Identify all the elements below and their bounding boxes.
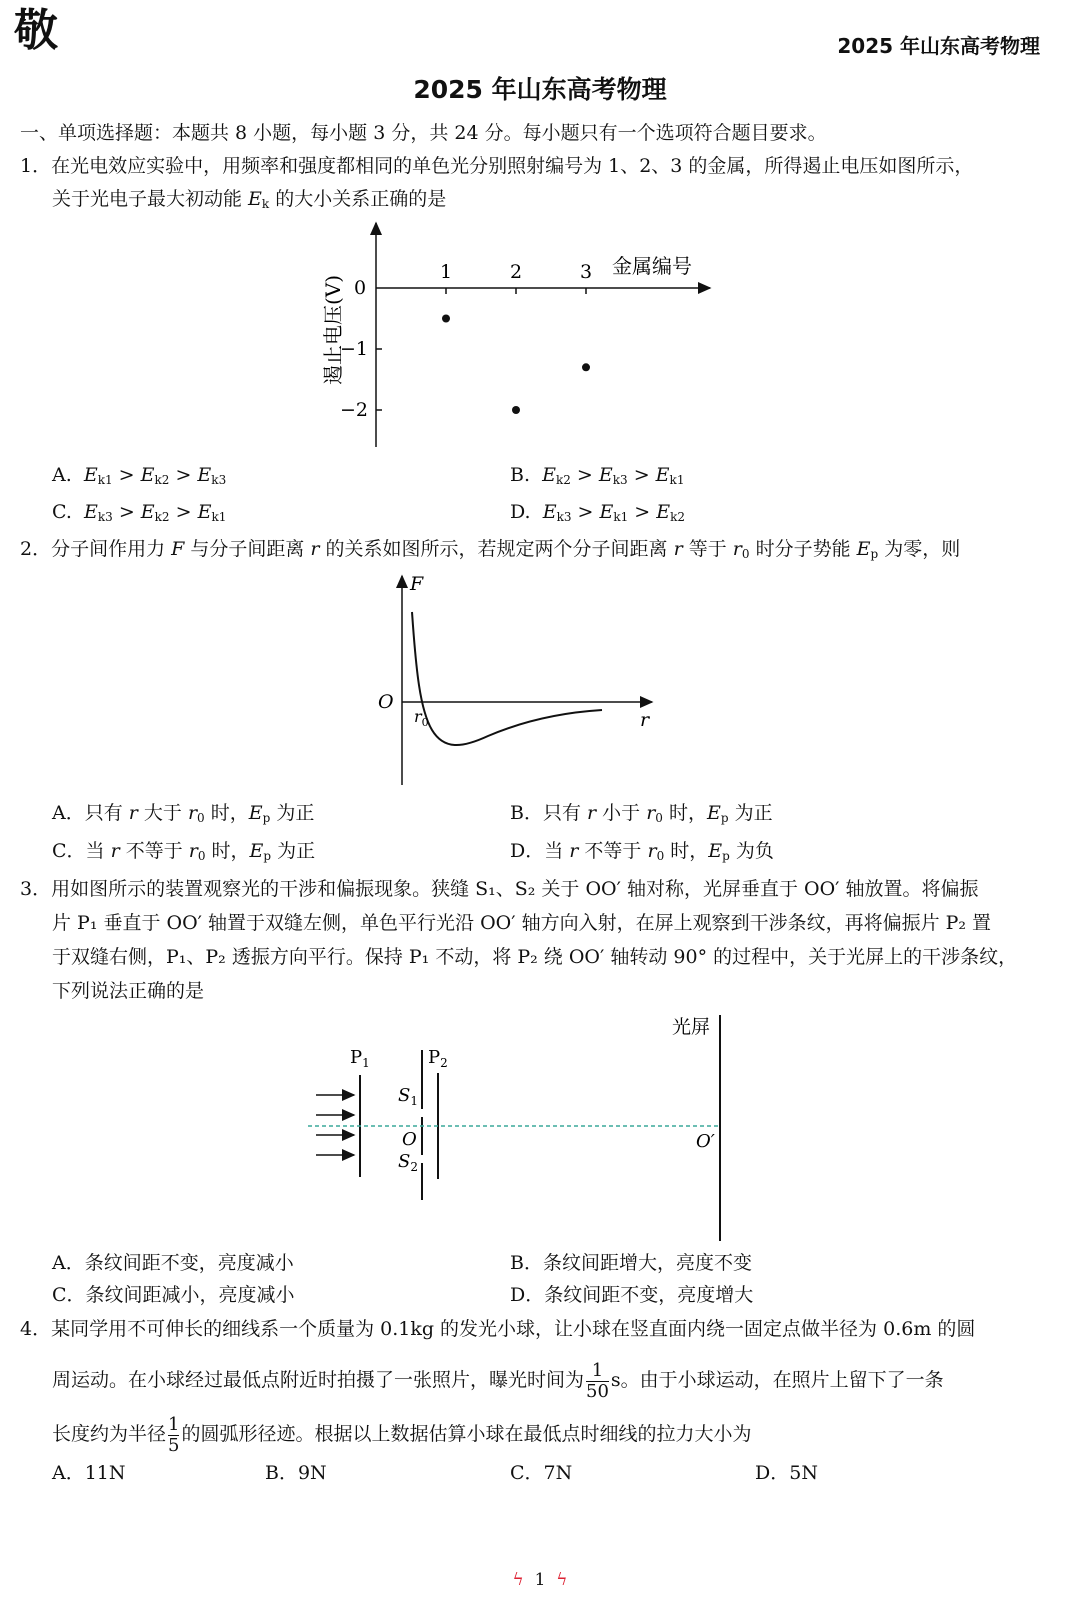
q1-option-a[interactable]: A. $E_{k1} > E_{k2} > E_{k3}$ <box>52 464 227 487</box>
q2-option-b[interactable]: B．只有 r 小于 $r_0$ 时，$E_p$ 为正 <box>510 802 773 825</box>
q4-option-b[interactable]: B．9N <box>265 1462 327 1484</box>
q2-option-a[interactable]: A．只有 r 大于 $r_0$ 时，$E_p$ 为正 <box>52 802 315 825</box>
q3-option-c[interactable]: C．条纹间距减小，亮度减小 <box>52 1284 295 1306</box>
q1-xlabel: 金属编号 <box>612 254 692 278</box>
q1-option-b[interactable]: B. $E_{k2} > E_{k3} > E_{k1}$ <box>510 464 685 487</box>
fraction-1-5: $\frac{1}{5}$ <box>168 1413 180 1456</box>
q2-option-d[interactable]: D．当 r 不等于 $r_0$ 时，$E_p$ 为负 <box>510 840 774 863</box>
p1-label: $P_1$ <box>350 1047 370 1070</box>
q1-x-tick-label: 2 <box>510 261 523 283</box>
q4-option-d[interactable]: D．5N <box>755 1462 818 1484</box>
header-right-title: 2025 年山东高考物理 <box>837 34 1040 58</box>
q3-option-b[interactable]: B．条纹间距增大，亮度不变 <box>510 1252 752 1274</box>
q1-line2: 关于光电子最大初动能 $E_k$ 的大小关系正确的是 <box>52 188 447 211</box>
q3-line1: 3．用如图所示的装置观察光的干涉和偏振现象。狭缝 S₁、S₂ 关于 OO′ 轴对称，光屏垂直于 OO′ 轴放置。将偏振 <box>20 878 979 900</box>
q1-line1: 1．在光电效应实验中，用频率和强度都相同的单色光分别照射编号为 1、2、3 的金属，所得遏止电压如图所示， <box>20 155 974 177</box>
q3-line4: 下列说法正确的是 <box>52 980 205 1002</box>
q1-ylabel: 遏止电压(V) <box>321 274 345 385</box>
o-label: O <box>402 1129 417 1150</box>
q3-apparatus-figure <box>300 1005 750 1245</box>
q1-option-d[interactable]: D. $E_{k3} > E_{k1} > E_{k2}$ <box>510 501 686 524</box>
q1-y-tick-label: 0 <box>354 277 367 299</box>
q1-data-point <box>442 315 450 323</box>
q2-force-curve <box>412 612 602 745</box>
q2-r0-label: $r_0$ <box>414 707 429 729</box>
q4-option-a[interactable]: A．11N <box>52 1462 126 1484</box>
q4-line2: 周运动。在小球经过最低点附近时拍摄了一张照片，曝光时间为 $\frac{1}{50}$ s。由于小球运动，在照片上留下了一条 <box>52 1359 944 1402</box>
q3-option-a[interactable]: A．条纹间距不变，亮度减小 <box>52 1252 294 1274</box>
s2-label: $S_2$ <box>398 1151 418 1174</box>
q2-y-label: F <box>410 573 424 595</box>
q4-line1: 4．某同学用不可伸长的细线系一个质量为 0.1kg 的发光小球，让小球在竖直面内绕一固定点做半径为 0.6m 的圆 <box>20 1318 976 1340</box>
footer-ornament-right-icon: ϟ <box>556 1570 568 1590</box>
q1-y-tick-label: −2 <box>340 399 369 421</box>
q3-line2: 片 P₁ 垂直于 OO′ 轴置于双缝左侧，单色平行光沿 OO′ 轴方向入射，在屏上观察到干涉条纹，再将偏振片 P₂ 置 <box>52 912 992 934</box>
q1-data-point <box>582 363 590 371</box>
section-heading: 一、单项选择题：本题共 8 小题，每小题 3 分，共 24 分。每小题只有一个选项符合题目要求。 <box>20 122 827 144</box>
q2-origin-label: O <box>378 691 394 713</box>
o-prime-label: O′ <box>696 1131 715 1152</box>
q2-force-graph <box>370 570 670 790</box>
q3-line3: 于双缝右侧，P₁、P₂ 透振方向平行。保持 P₁ 不动，将 P₂ 绕 OO′ 轴转动 90° 的过程中，关于光屏上的干涉条纹， <box>52 946 1018 968</box>
p2-label: $P_2$ <box>428 1047 448 1070</box>
q3-option-d[interactable]: D．条纹间距不变，亮度增大 <box>510 1284 754 1306</box>
q4-line3: 长度约为半径 $\frac{1}{5}$ 的圆弧形径迹。根据以上数据估算小球在最低点时细线的拉力大小为 <box>52 1413 752 1456</box>
page-number: 1 <box>534 1570 546 1590</box>
q1-chart <box>300 215 740 455</box>
q4-option-c[interactable]: C．7N <box>510 1462 573 1484</box>
page-title: 2025 年山东高考物理 <box>413 75 667 104</box>
fraction-1-50: $\frac{1}{50}$ <box>586 1359 609 1402</box>
logo-stamp: 敬 <box>14 5 58 56</box>
s1-label: $S_1$ <box>398 1085 418 1108</box>
footer-ornament-left-icon: ϟ <box>512 1570 524 1590</box>
q1-x-tick-label: 3 <box>580 261 593 283</box>
q1-data-point <box>512 406 520 414</box>
q1-option-c[interactable]: C. $E_{k3} > E_{k2} > E_{k1}$ <box>52 501 227 524</box>
q2-option-c[interactable]: C．当 r 不等于 $r_0$ 时，$E_p$ 为正 <box>52 840 316 863</box>
page-footer <box>0 1570 1080 1590</box>
q2-x-label: r <box>640 709 650 731</box>
q2-line1: 2．分子间作用力 F 与分子间距离 r 的关系如图所示，若规定两个分子间距离 r 等于 $r_0$ 时分子势能 $E_p$ 为零，则 <box>20 538 961 561</box>
screen-label: 光屏 <box>672 1016 711 1038</box>
q1-x-tick-label: 1 <box>440 261 453 283</box>
q1-y-tick-label: −1 <box>340 338 369 360</box>
